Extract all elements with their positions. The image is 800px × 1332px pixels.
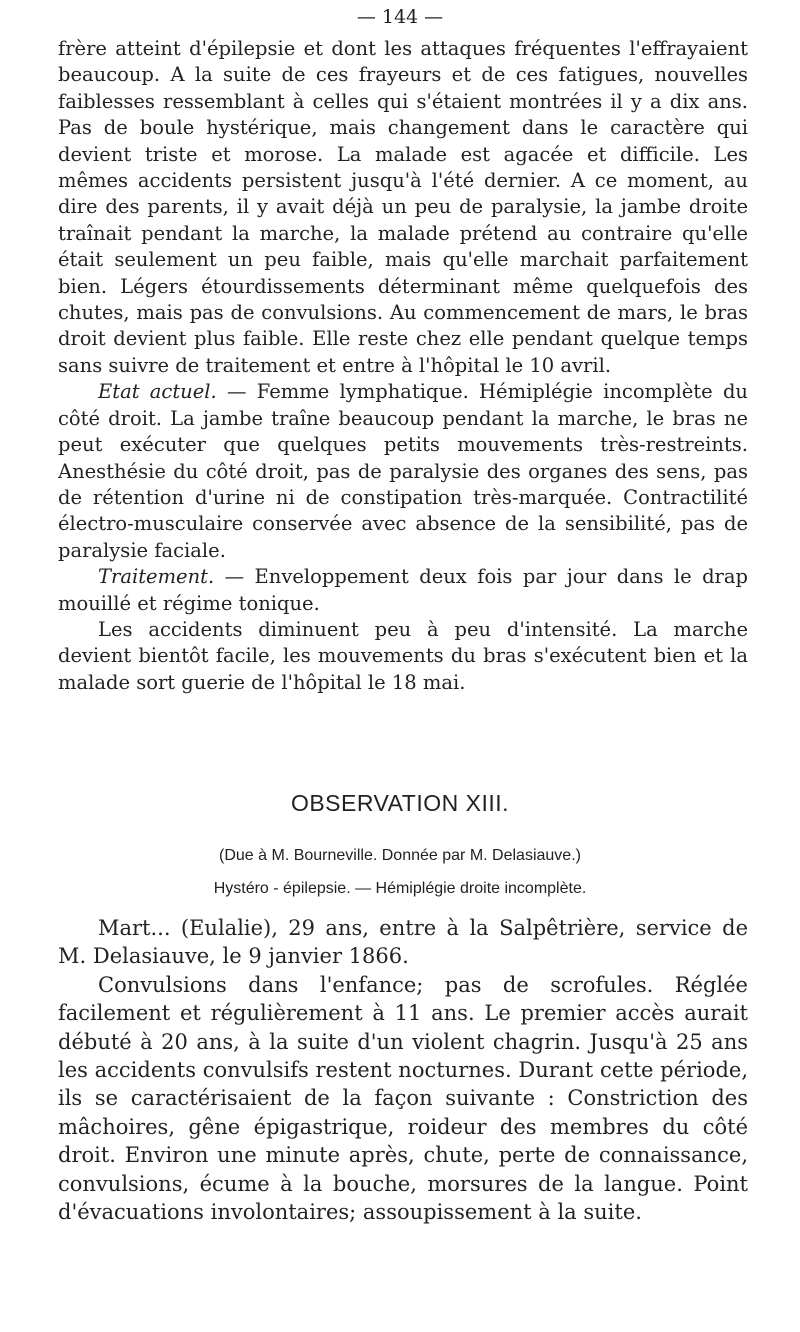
text-etat-actuel: — Femme lymphatique. Hémiplégie incomplète du côté droit. La jambe traîne beaucoup pendant la marche, le bras ne peut exécuter que quelques petits mouvements très-restreints. Anesthésie du côté droit, pas de paralysie des organes des sens, pas de rétention d'urine ni de constipation très-marquée. Contractilité électro-musculaire conservée avec absence de la sensibilité, pas de paralysie faciale.	[58, 380, 748, 562]
paragraph-treatment	[58, 564, 748, 617]
case-text	[58, 36, 748, 696]
observation-subtitle: Hystéro - épilepsie. — Hémiplégie droite incomplète.	[213, 880, 587, 897]
paragraph-history: frère atteint d'épilepsie et dont les attaques fréquentes l'effrayaient beaucoup. A la suite de ces frayeurs et de ces fatigues, nouvelles faiblesses ressemblant à celles qui s'étaient montrées il y a dix ans. Pas de boule hystérique, mais changement dans le caractère qui devient triste et morose. La malade est agacée et difficile. Les mêmes accidents persistent jusqu'à l'été dernier. A ce moment, au dire des parents, il y avait déjà un peu de paralysie, la jambe droite traînait pendant la marche, la malade prétend au contraire qu'elle était seulement un peu faible, mais qu'elle marchait parfaitement bien. Légers étourdissements déterminant même quelquefois des chutes, mais pas de convulsions. Au commencement de mars, le bras droit devient plus faible. Elle reste chez elle pendant quelque temps sans suivre de traitement et entre à l'hôpital le 10 avril.	[58, 37, 748, 377]
label-etat-actuel: Etat actuel.	[98, 380, 217, 404]
observation-text	[58, 914, 748, 1226]
paragraph-outcome: Les accidents diminuent peu à peu d'intensité. La marche devient bientôt facile, les mouvements du bras s'exécutent bien et la malade sort guerie de l'hôpital le 18 mai.	[58, 617, 748, 694]
observation-title: OBSERVATION XIII.	[290, 790, 510, 816]
text-traitement: — Enveloppement deux fois par jour dans le drap mouillé et régime tonique.	[58, 565, 748, 615]
label-traitement: Traitement.	[98, 565, 215, 589]
paragraph-patient-admission: Mart... (Eulalie), 29 ans, entre à la Salpêtrière, service de M. Delasiauve, le 9 janvier 1866.	[58, 916, 748, 969]
page-number: — 144 —	[356, 6, 444, 28]
observation-credit: (Due à M. Bourneville. Donnée par M. Delasiauve.)	[219, 847, 581, 864]
paragraph-patient-history: Convulsions dans l'enfance; pas de scrofules. Réglée facilement et régulièrement à 11 ans. Le premier accès aurait débuté à 20 ans, à la suite d'un violent chagrin. Jusqu'à 25 ans les accidents convulsifs restent nocturnes. Durant cette période, ils se caractérisaient de la façon suivante : Constriction des mâchoires, gêne épigastrique, roideur des membres du côté droit. Environ une minute après, chute, perte de connaissance, convulsions, écume à la bouche, morsures de la langue. Point d'évacuations involontaires; assoupissement à la suite.	[58, 972, 748, 1225]
paragraph-current-state	[58, 379, 748, 564]
